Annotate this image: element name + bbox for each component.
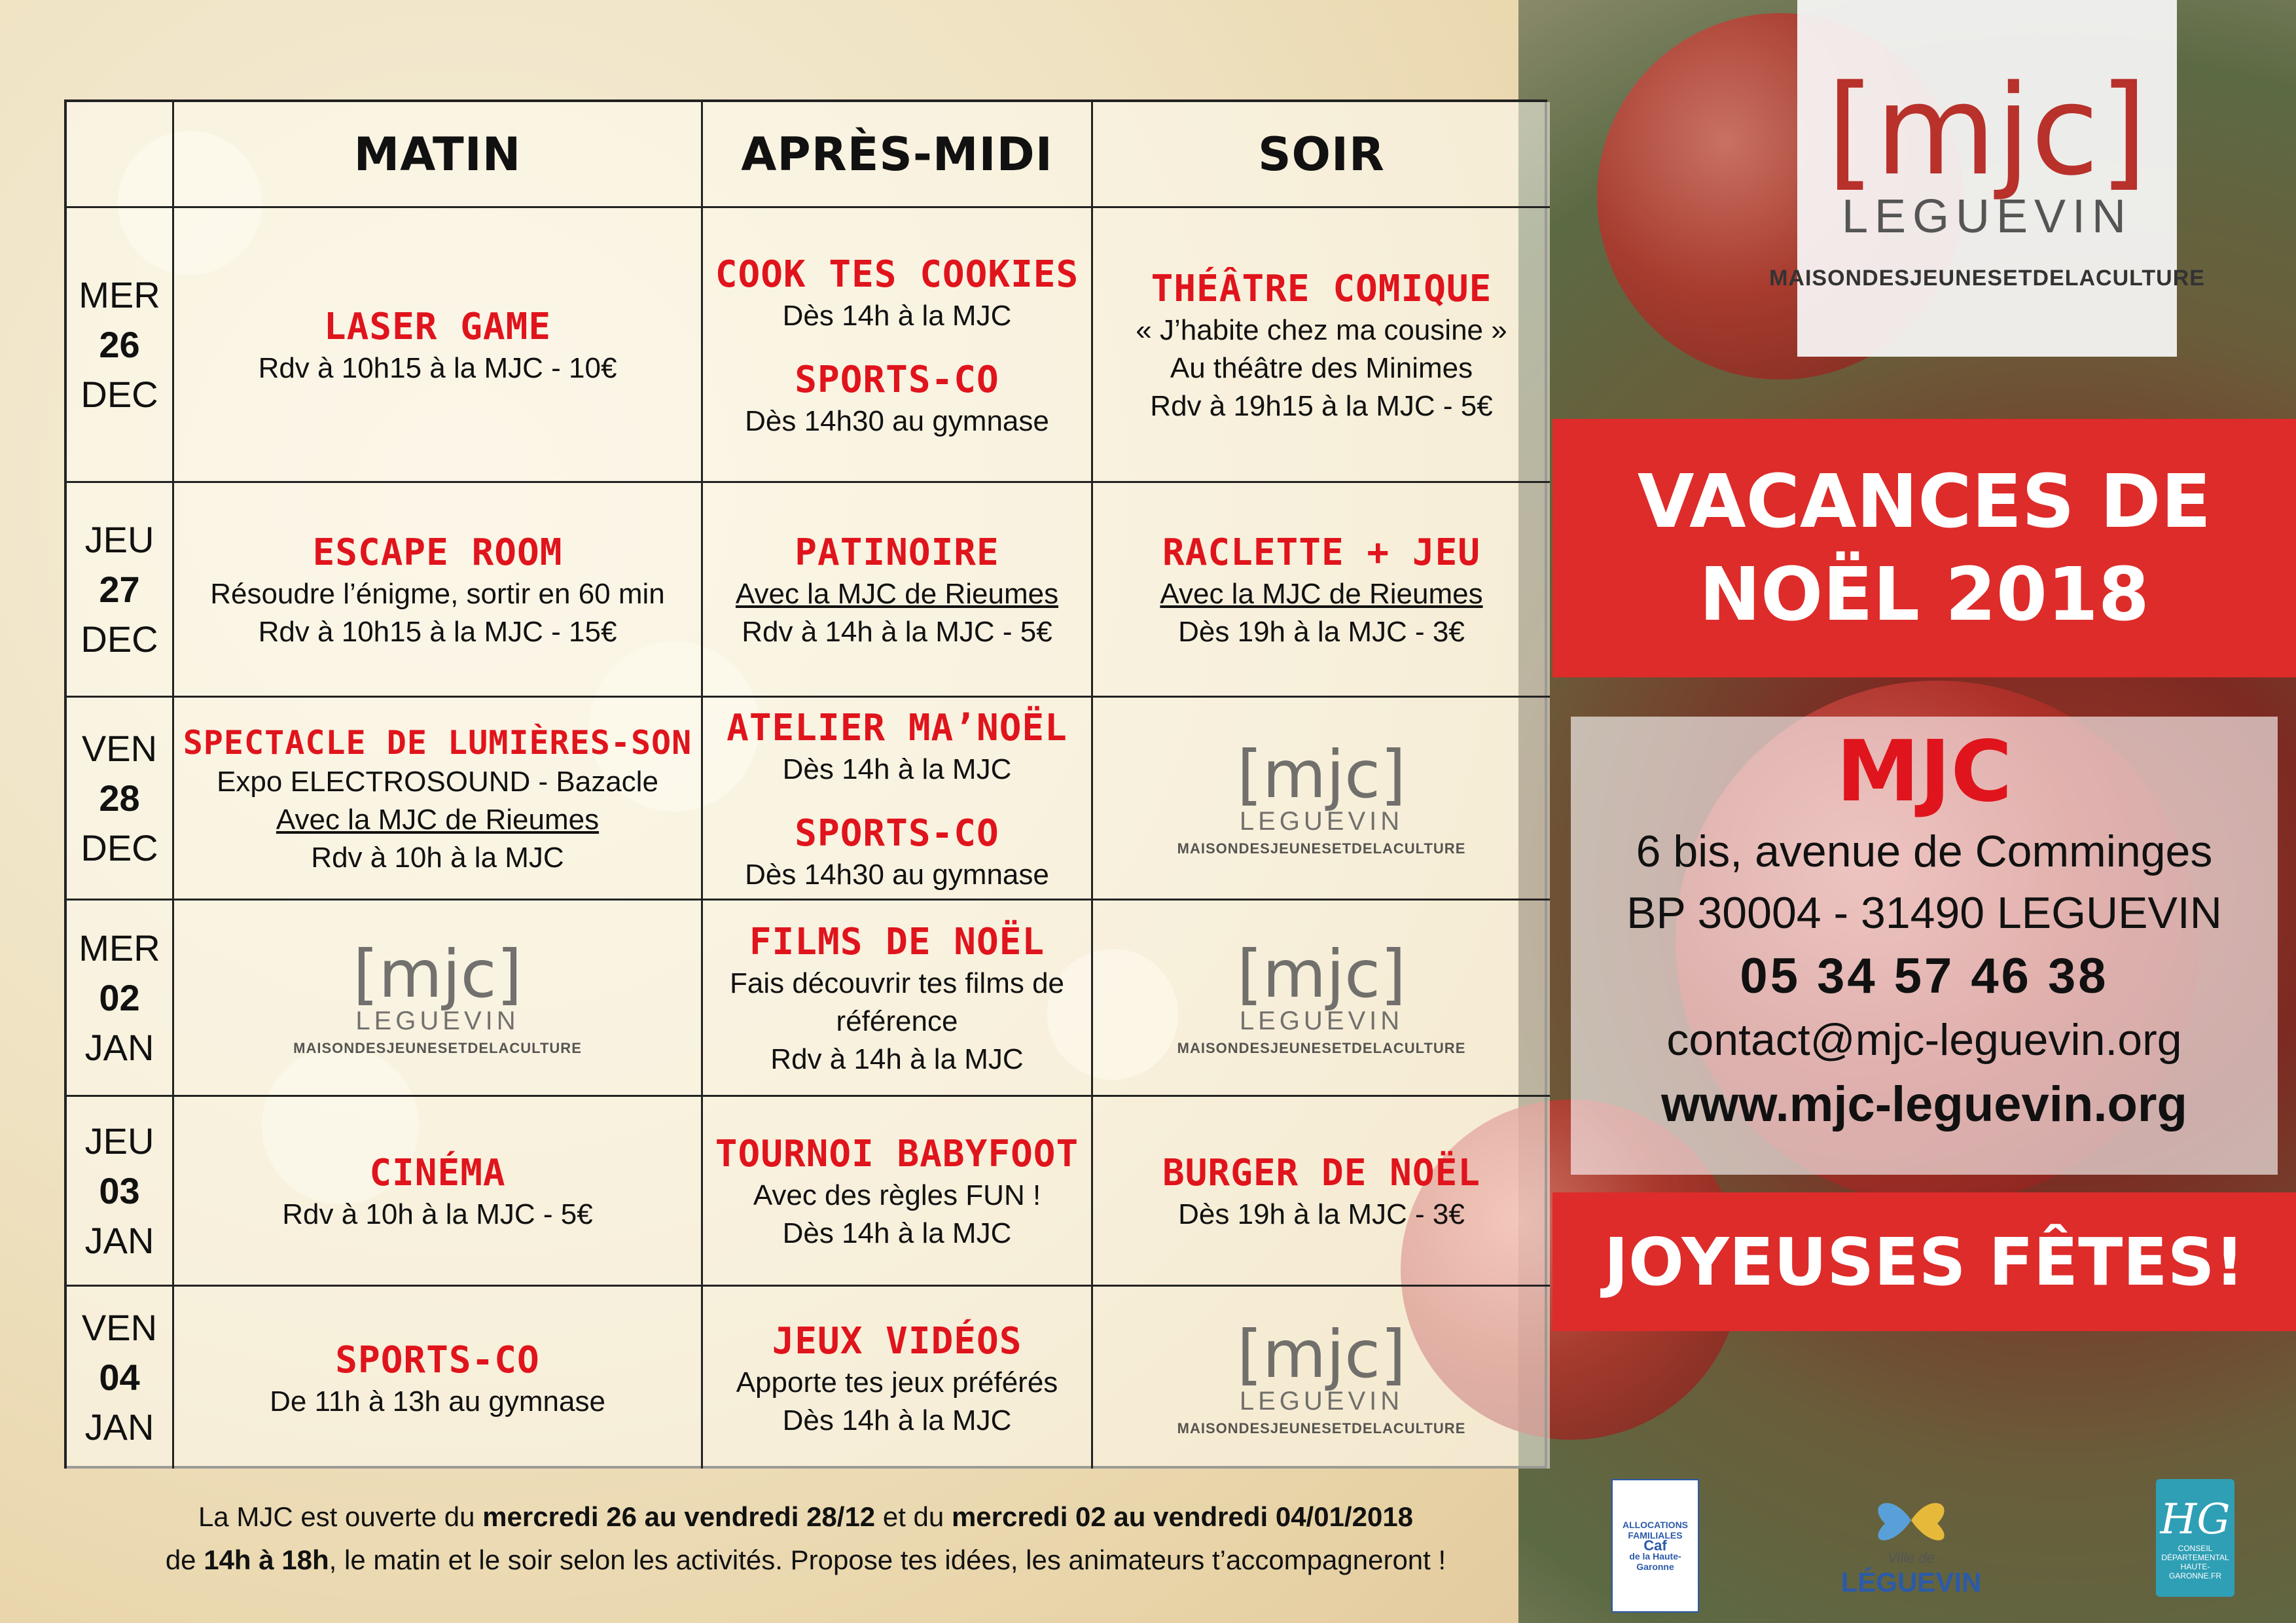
phone-number: 05 34 57 46 38 (1740, 948, 2109, 1004)
day-number: 04 (99, 1357, 140, 1398)
hg-text: CONSEIL DÉPARTEMENTAL HAUTE-GARONNE.FR (2161, 1544, 2229, 1580)
logo-town: LEGUEVIN (1239, 1386, 1404, 1416)
activity-title: TOURNOI BABYFOOT (715, 1133, 1079, 1175)
caf-line-1: ALLOCATIONS (1622, 1520, 1689, 1530)
header-apres-midi: APRÈS-MIDI (703, 102, 1093, 208)
activity-detail: Avec la MJC de Rieumes (276, 803, 600, 836)
day-month: JAN (84, 1219, 154, 1261)
opening-hours-footer (64, 1495, 1547, 1582)
logo-cell (174, 901, 703, 1097)
activity-title: SPORTS-CO (335, 1338, 540, 1382)
butterfly-icon (1865, 1491, 1957, 1550)
activity-detail: Avec des règles FUN ! (753, 1179, 1041, 1211)
activity-detail: référence (836, 1005, 958, 1037)
email-address: contact@mjc-leguevin.org (1666, 1015, 2182, 1065)
mjc-logo (293, 938, 582, 1057)
ville-label: Ville de (1888, 1550, 1935, 1566)
day-number: 28 (99, 777, 140, 819)
activity-cell (1093, 483, 1550, 698)
logo-tagline: MAISONDESJEUNESETDELACULTURE (1177, 1419, 1466, 1436)
activity-detail: Dès 19h à la MJC - 3€ (1178, 616, 1465, 648)
day-cell (67, 483, 174, 698)
activity-cell (174, 208, 703, 483)
logo-mark: [mjc] (1236, 736, 1407, 813)
activity-title: ESCAPE ROOM (312, 531, 563, 574)
activity-detail: Rdv à 10h à la MJC (311, 841, 564, 874)
header-soir: SOIR (1093, 102, 1550, 208)
website-url: www.mjc-leguevin.org (1661, 1077, 2187, 1132)
day-number: 02 (99, 976, 140, 1018)
caf-line-3: Caf (1643, 1537, 1667, 1554)
activity-title: PATINOIRE (795, 531, 999, 574)
activity-title: THÉÂTRE COMIQUE (1151, 268, 1492, 310)
activity-title: CINÉMA (369, 1152, 506, 1194)
day-cell (67, 698, 174, 901)
activity-detail: De 11h à 13h au gymnase (270, 1385, 605, 1418)
activity-detail: Dès 14h à la MJC (782, 753, 1012, 785)
activity-title: SPECTACLE DE LUMIÈRES-SON (183, 723, 692, 762)
activity-detail: Expo ELECTROSOUND - Bazacle (217, 765, 658, 798)
activity-detail: Rdv à 19h15 à la MJC - 5€ (1150, 390, 1493, 422)
footer-line-2: de 14h à 18h, le matin et le soir selon les activités. Propose tes idées, les animateurs t’accompagneront ! (165, 1544, 1446, 1575)
activity-detail: Rdv à 10h15 à la MJC - 15€ (258, 616, 617, 648)
activity-detail: Dès 14h à la MJC (782, 1404, 1012, 1436)
contact-block (1571, 717, 2278, 1175)
activity-cell (174, 1287, 703, 1469)
activity-detail: Rdv à 14h à la MJC (770, 1043, 1024, 1075)
activity-detail: Dès 19h à la MJC - 3€ (1178, 1198, 1465, 1230)
activity-detail: Avec la MJC de Rieumes (1160, 578, 1483, 610)
day-name: JEU (84, 518, 154, 560)
hg-mark: HG (2160, 1495, 2231, 1544)
activity-title: RACLETTE + JEU (1162, 531, 1480, 574)
greeting-text: JOYEUSES FÊTES! (1604, 1223, 2245, 1300)
logo-cell (1093, 901, 1550, 1097)
title-line-1: VACANCES DE (1637, 459, 2212, 544)
activity-title: FILMS DE NOËL (749, 921, 1045, 963)
logo-cell (1093, 1287, 1550, 1469)
logo-town: LEGUEVIN (1841, 190, 2133, 243)
logo-mark: [mjc] (1236, 936, 1407, 1012)
day-number: 27 (99, 568, 140, 610)
day-cell (67, 1097, 174, 1287)
title-banner (1552, 419, 2296, 677)
mjc-logo (1177, 938, 1466, 1057)
greeting-banner (1552, 1192, 2296, 1331)
day-name: MER (79, 927, 160, 969)
logo-cell (1093, 698, 1550, 901)
activity-detail: Dès 14h à la MJC (782, 1217, 1012, 1249)
ville-name: LÉGUEVIN (1840, 1567, 1982, 1597)
logo-mark: [mjc] (1236, 1315, 1407, 1393)
activity-detail: Rdv à 10h15 à la MJC - 10€ (258, 352, 617, 384)
title-line-2: NOËL 2018 (1699, 552, 2149, 637)
activity-title: COOK TES COOKIES (715, 253, 1079, 296)
mjc-logo (1177, 736, 1466, 857)
day-name: JEU (84, 1120, 154, 1162)
ville-leguevin-logo (1806, 1479, 2016, 1610)
logo-mark: [mjc] (1826, 58, 2148, 203)
caf-line-4: de la Haute-Garonne (1629, 1551, 1681, 1572)
day-cell (67, 1287, 174, 1469)
activity-cell (703, 698, 1093, 901)
header-matin: MATIN (174, 102, 703, 208)
activity-cell (174, 698, 703, 901)
org-name: MJC (1836, 723, 2013, 821)
day-month: DEC (81, 373, 158, 415)
day-cell (67, 901, 174, 1097)
activity-detail: Résoudre l’énigme, sortir en 60 min (210, 578, 665, 610)
activity-title: BURGER DE NOËL (1162, 1152, 1480, 1194)
activity-title: SPORTS-CO (795, 812, 999, 855)
logo-mark: [mjc] (353, 936, 522, 1012)
day-month: JAN (84, 1026, 154, 1068)
logo-tagline: MAISONDESJEUNESETDELACULTURE (293, 1040, 582, 1056)
activity-title: SPORTS-CO (795, 358, 999, 401)
caf-logo (1611, 1479, 1699, 1613)
day-month: DEC (81, 618, 158, 660)
activity-cell (1093, 1097, 1550, 1287)
day-number: 26 (99, 323, 140, 365)
activity-detail: Apporte tes jeux préférés (736, 1366, 1058, 1399)
activity-detail: Dès 14h30 au gymnase (745, 858, 1049, 891)
activity-detail: Fais découvrir tes films de (729, 967, 1065, 999)
day-name: VEN (81, 727, 158, 769)
activity-detail: Dès 14h30 au gymnase (745, 404, 1049, 437)
logo-town: LEGUEVIN (1239, 807, 1404, 836)
address-line-1: 6 bis, avenue de Comminges (1636, 827, 2213, 876)
schedule-table (64, 99, 1547, 1469)
activity-cell (703, 1097, 1093, 1287)
activity-cell (703, 901, 1093, 1097)
mjc-logo (1177, 1315, 1466, 1437)
logo-tagline: MAISONDESJEUNESETDELACULTURE (1177, 840, 1466, 857)
footer-line-1: La MJC est ouverte du mercredi 26 au vendredi 28/12 et du mercredi 02 au vendredi 04/01/2018 (198, 1501, 1414, 1532)
activity-cell (703, 483, 1093, 698)
activity-cell (703, 208, 1093, 483)
activity-cell (174, 1097, 703, 1287)
caf-line-2: FAMILIALES (1628, 1530, 1683, 1541)
day-name: MER (79, 274, 160, 315)
activity-detail: Rdv à 10h à la MJC - 5€ (282, 1198, 593, 1230)
day-number: 03 (99, 1169, 140, 1211)
mjc-main-logo (1769, 0, 2205, 357)
logo-tagline: MAISONDESJEUNESETDELACULTURE (1769, 266, 2205, 291)
activity-detail: Avec la MJC de Rieumes (735, 578, 1059, 610)
activity-title: LASER GAME (323, 306, 552, 348)
corner-cell (67, 102, 174, 208)
activity-title: JEUX VIDÉOS (772, 1319, 1022, 1363)
activity-detail: Dès 14h à la MJC (782, 299, 1012, 332)
day-month: JAN (84, 1406, 154, 1448)
day-month: DEC (81, 827, 158, 868)
activity-detail: Rdv à 14h à la MJC - 5€ (742, 616, 1052, 648)
day-cell (67, 208, 174, 483)
logo-town: LEGUEVIN (1239, 1007, 1404, 1035)
activity-detail: « J’habite chez ma cousine » (1136, 314, 1507, 346)
activity-cell (174, 483, 703, 698)
activity-cell (1093, 208, 1550, 483)
activity-cell (703, 1287, 1093, 1469)
logo-tagline: MAISONDESJEUNESETDELACULTURE (1177, 1040, 1466, 1056)
address-line-2: BP 30004 - 31490 LEGUEVIN (1626, 888, 2222, 938)
activity-detail: Au théâtre des Minimes (1170, 352, 1473, 384)
day-name: VEN (81, 1307, 158, 1348)
activity-title: ATELIER MA’NOËL (726, 706, 1067, 749)
haute-garonne-logo (2156, 1479, 2234, 1597)
logo-town: LEGUEVIN (355, 1007, 520, 1035)
